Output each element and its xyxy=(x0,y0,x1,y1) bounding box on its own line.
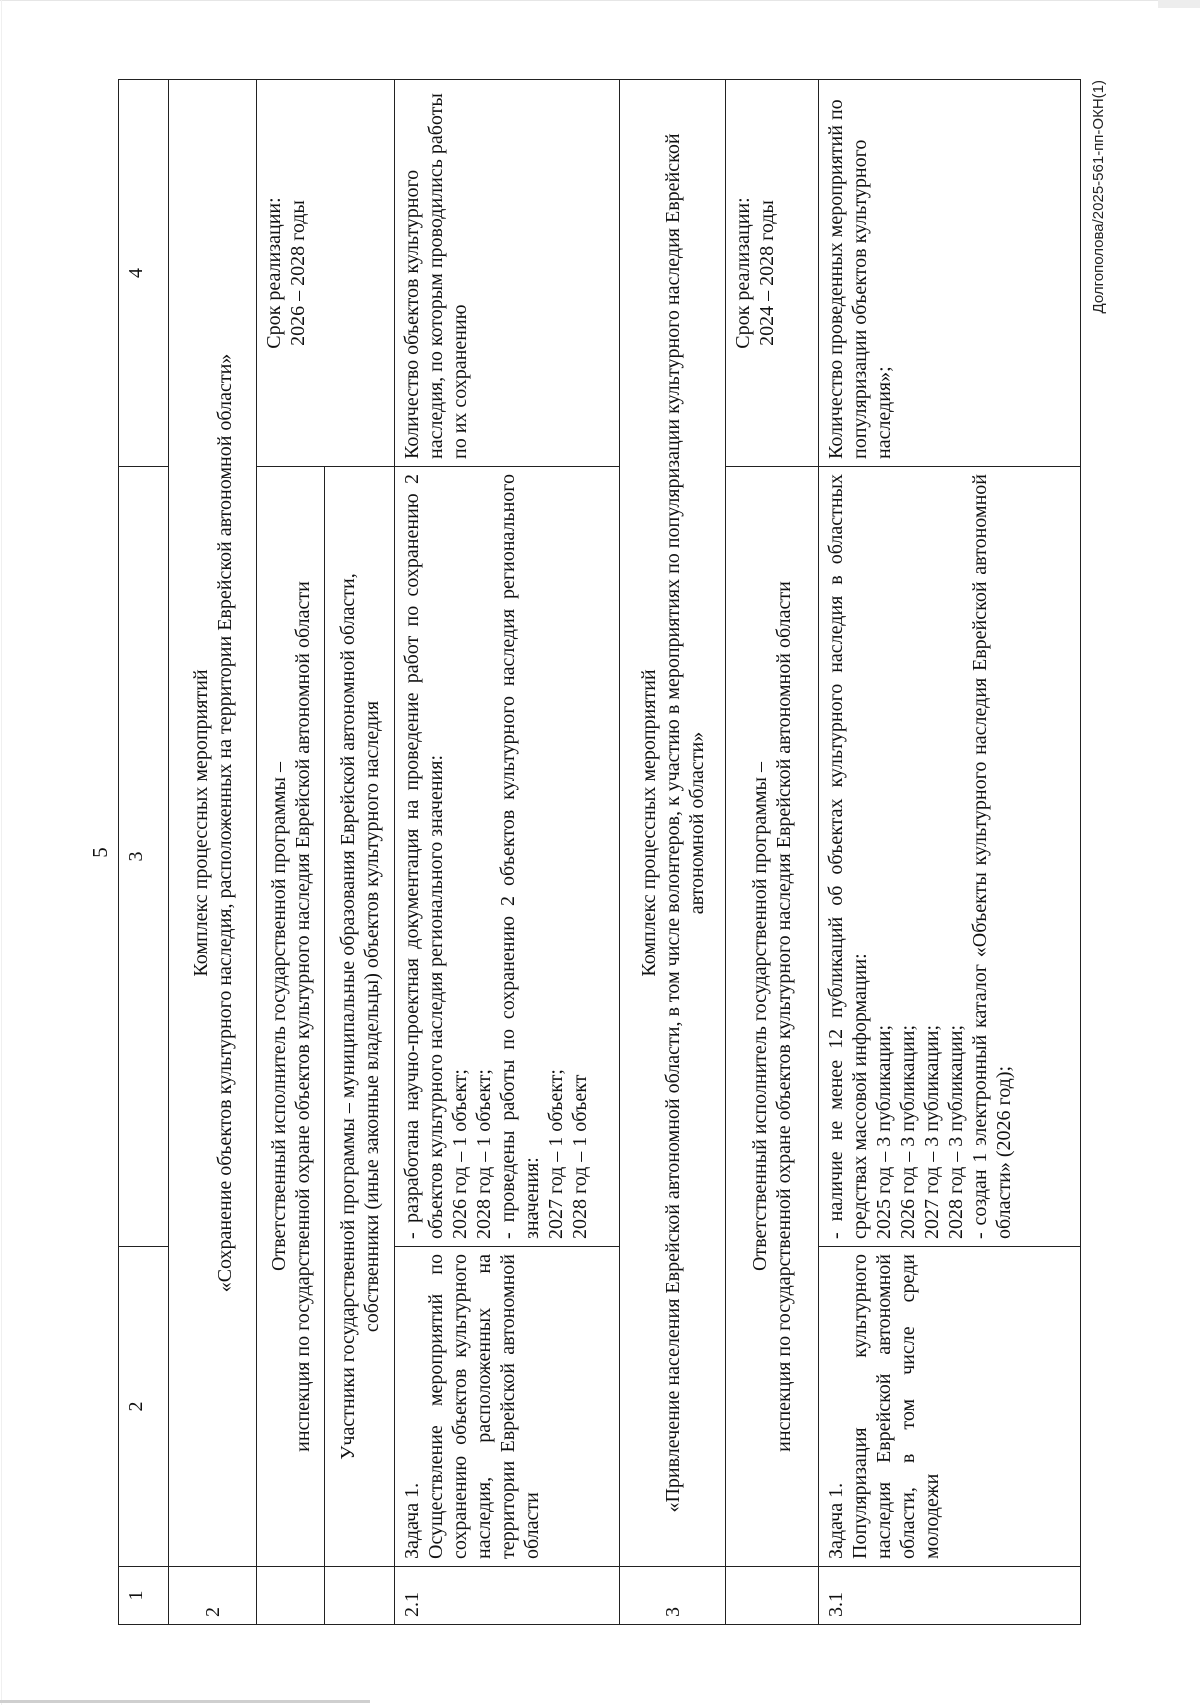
task-2-1-number: 2.1 xyxy=(395,1567,620,1625)
task-2-1-row xyxy=(395,80,620,1625)
section-3-number: 3 xyxy=(620,1567,726,1625)
task-3-1-number: 3.1 xyxy=(819,1567,1081,1625)
header-col-1: 1 xyxy=(119,1567,169,1625)
section-3-executor-row xyxy=(726,80,819,1625)
task-3-1-name: Задача 1. Популяризация культурного наследия Еврейской автономной области, в том числе среди молодежи xyxy=(819,1247,1081,1567)
section-2-participants: Участники государственной программы – муниципальные образования Еврейской автономной области, собственники (иные законные владельцы) объектов культурного наследия xyxy=(325,467,395,1567)
rotated-page xyxy=(82,80,1117,1625)
section-3-title: Комплекс процессных мероприятий «Привлечение населения Еврейской автономной области, в том числе волонтеров, к участию в мероприятиях по популяризации культурного наследия Еврейской автономной области» xyxy=(620,80,726,1567)
section-2-executor-row xyxy=(257,80,325,1625)
task-3-1-result: - наличие не менее 12 публикаций об объектах культурного наследия в областных средствах массовой информации: 2025 год – 3 публикации; 2026 год – 3 публикации; 2027 год – 3 публикации; 2028 год – 3 публикации; - создан 1 электронный каталог «Объекты культурного наследия Еврейской автономной области» (2026 год); xyxy=(819,467,1081,1247)
task-2-1-name: Задача 1. Осуществление мероприятий по сохранению объектов культурного наследия, расположенных на территории Еврейской автономной области xyxy=(395,1247,620,1567)
section-2-executor: Ответственный исполнитель государственной программы – инспекция по государственной охране объектов культурного наследия Еврейской автономной области xyxy=(257,467,325,1567)
section-3-executor: Ответственный исполнитель государственной программы – инспекция по государственной охране объектов культурного наследия Еврейской автономной области xyxy=(726,467,819,1567)
scan-edge-left xyxy=(1,0,2,1705)
page-number: 5 xyxy=(88,847,112,858)
scan-edge-top xyxy=(0,0,1200,1)
task-3-1-indicator: Количество проведенных мероприятий по популяризации объектов культурного наследия»; xyxy=(819,80,1081,467)
scan-edge-bottom xyxy=(0,1700,370,1703)
section-2-title-row xyxy=(169,80,257,1625)
header-col-2: 2 xyxy=(119,1247,169,1567)
section-2-title: Комплекс процессных мероприятий «Сохранение объектов культурного наследия, расположенных на территории Еврейской автономной области» xyxy=(169,80,257,1567)
section-2-number: 2 xyxy=(169,1567,257,1625)
header-col-3: 3 xyxy=(119,467,169,1247)
task-3-1-row xyxy=(819,80,1081,1625)
program-table xyxy=(118,79,1081,1625)
scan-mark xyxy=(1158,0,1200,8)
document-code: Долгополова/2025-561-пп-ОКН(1) xyxy=(1090,80,1107,314)
task-2-1-result: - разработана научно-проектная документация на проведение работ по сохранению 2 объектов культурного наследия регионального значения: 2026 год – 1 объект; 2028 год – 1 объект; - проведены работы по сохранению 2 объектов культурного наследия регионального значения: 2027 год – 1 объект; 2028 год – 1 объект xyxy=(395,467,620,1247)
section-3-title-row xyxy=(620,80,726,1625)
header-col-4: 4 xyxy=(119,80,169,467)
header-row xyxy=(119,80,169,1625)
task-2-1-indicator: Количество объектов культурного наследия, по которым проводились работы по их сохранению xyxy=(395,80,620,467)
section-3-term: Срок реализации: 2024 – 2028 годы xyxy=(726,80,819,467)
section-2-term: Срок реализации: 2026 – 2028 годы xyxy=(257,80,395,467)
